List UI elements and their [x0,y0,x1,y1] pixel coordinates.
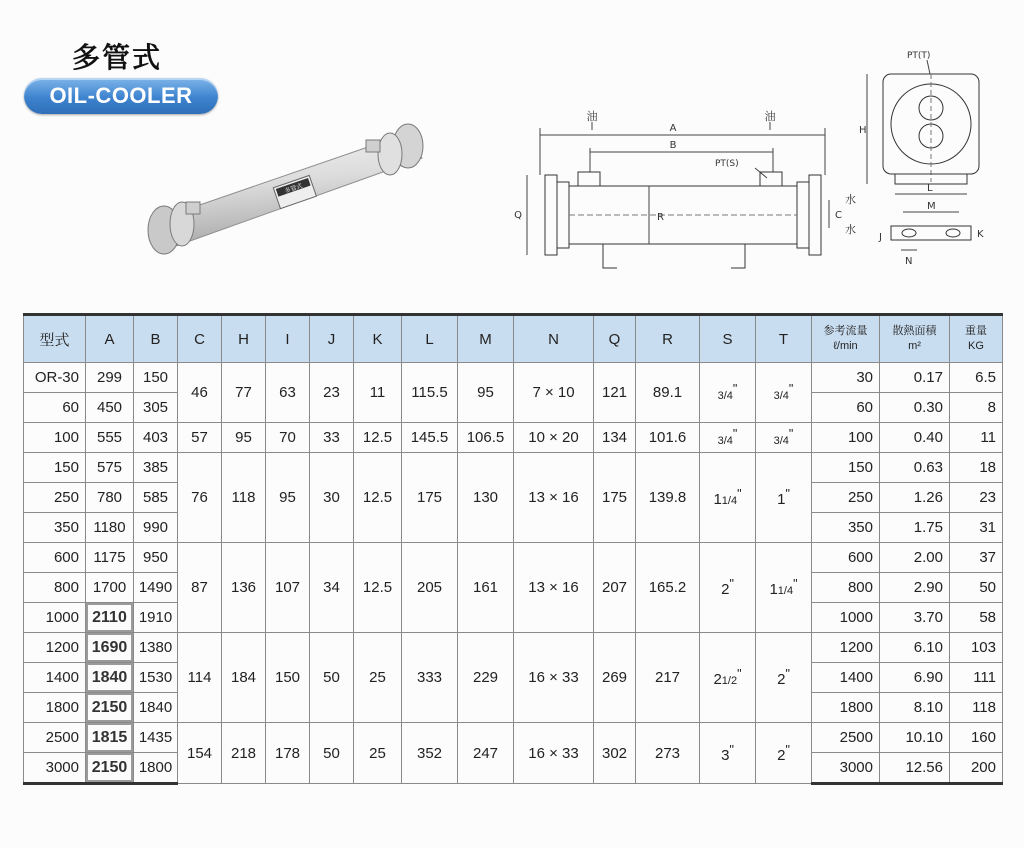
cell-k: 12.5 [354,453,402,543]
cell-area: 0.30 [880,393,950,423]
cell-t [756,423,812,453]
s-whole: 2 [721,581,730,598]
cell-model: 150 [24,453,86,483]
cell-n: 7 × 10 [514,363,594,423]
col-header-c: C [178,315,222,363]
cell-t [756,543,812,633]
s-fraction: 3/4 [717,390,733,402]
cell-b: 403 [134,423,178,453]
cell-j: 34 [310,543,354,633]
cell-j: 23 [310,363,354,423]
cell-s [700,363,756,423]
cell-l: 175 [402,453,458,543]
cell-m: 229 [458,633,514,723]
cell-n: 13 × 16 [514,543,594,633]
oil-port-left [578,172,600,186]
cell-b: 385 [134,453,178,483]
cell-model: 250 [24,483,86,513]
cell-h: 136 [222,543,266,633]
cell-b: 1435 [134,723,178,753]
col-header-area: 散熱面積 m² [880,315,950,363]
table-row [24,633,1003,663]
dim-b-label: B [669,140,677,151]
t-unit: " [785,487,790,501]
table-body [24,363,1003,784]
cell-b: 1530 [134,663,178,693]
cell-i: 95 [266,453,310,543]
s-unit: " [732,427,738,441]
cell-n: 13 × 16 [514,453,594,543]
dim-k-label: K [977,229,984,240]
cell-a: 575 [86,453,134,483]
cell-flow: 150 [812,453,880,483]
cell-b: 585 [134,483,178,513]
col-header-q: Q [594,315,636,363]
col-header-n: N [514,315,594,363]
cell-area: 0.17 [880,363,950,393]
col-header-flow: 参考流量 ℓ/min [812,315,880,363]
cell-flow: 2500 [812,723,880,753]
cell-b: 950 [134,543,178,573]
cell-m: 95 [458,363,514,423]
cell-area: 8.10 [880,693,950,723]
spec-table [23,313,1003,785]
cell-l: 145.5 [402,423,458,453]
side-view-drawing [505,100,870,275]
oil-cooler-photo [138,118,438,270]
cell-model: OR-30 [24,363,86,393]
cell-a: 1180 [86,513,134,543]
cell-m: 161 [458,543,514,633]
cell-weight: 103 [950,633,1003,663]
cell-flow: 250 [812,483,880,513]
cell-area: 6.10 [880,633,950,663]
cell-weight: 118 [950,693,1003,723]
cell-b: 1490 [134,573,178,603]
dim-a-label: A [669,123,677,134]
t-whole: 1 [777,491,786,508]
right-flange-ring [378,133,402,175]
support-right [731,244,745,268]
cell-model: 1800 [24,693,86,723]
oil-port [366,140,380,152]
cell-area: 2.90 [880,573,950,603]
pt-s-label: PT(S) [715,159,739,169]
t-unit: " [788,382,794,396]
pt-t-label: PT(T) [907,51,931,61]
t-whole: 2 [777,746,786,764]
cell-flow: 3000 [812,753,880,784]
cell-h: 77 [222,363,266,423]
cell-s [700,453,756,543]
table-header-row [24,315,1003,363]
water-outlet-label: 水 [845,193,856,206]
col-header-r: R [636,315,700,363]
s-fraction: 1/4 [721,495,738,507]
t-fraction: 3/4 [773,390,789,402]
cell-weight: 23 [950,483,1003,513]
cell-m: 106.5 [458,423,514,453]
dim-j-label: J [879,232,882,243]
cell-n: 10 × 20 [514,423,594,453]
cell-r: 165.2 [636,543,700,633]
cell-b: 1800 [134,753,178,784]
col-header-j: J [310,315,354,363]
cell-model: 2500 [24,723,86,753]
cell-k: 11 [354,363,402,423]
cell-q: 121 [594,363,636,423]
end-flange-right [809,175,821,255]
cell-r: 217 [636,633,700,723]
cell-model: 60 [24,393,86,423]
dim-h-label: H [859,125,867,136]
cell-t [756,633,812,723]
cell-b: 305 [134,393,178,423]
cell-i: 107 [266,543,310,633]
t-unit: " [788,427,794,441]
cell-model: 1000 [24,603,86,633]
cell-a: 555 [86,423,134,453]
support-left [603,244,617,268]
cell-c: 114 [178,633,222,723]
cell-c: 46 [178,363,222,423]
s-unit: " [729,577,734,591]
cell-k: 12.5 [354,423,402,453]
s-unit: " [737,667,742,681]
oil-outlet-label: 油 [764,110,776,123]
end-cap-right [797,182,809,248]
cell-a: 1840 [86,663,134,693]
cell-flow: 1000 [812,603,880,633]
cell-a: 1690 [86,633,134,663]
cell-k: 25 [354,633,402,723]
cell-weight: 31 [950,513,1003,543]
t-unit: " [793,577,798,591]
cell-a: 450 [86,393,134,423]
col-header-model: 型式 [24,315,86,363]
cell-flow: 350 [812,513,880,543]
cell-m: 247 [458,723,514,784]
end-view-drawing [855,44,1005,274]
cell-t [756,453,812,543]
cell-b: 990 [134,513,178,543]
cell-s [700,423,756,453]
cell-a: 1175 [86,543,134,573]
cell-flow: 600 [812,543,880,573]
cell-k: 25 [354,723,402,784]
cell-s [700,723,756,784]
product-badge: OIL-COOLER [24,78,218,114]
s-unit: " [729,742,734,757]
t-unit: " [785,742,790,757]
s-fraction: 1/2 [721,675,738,687]
cell-weight: 58 [950,603,1003,633]
cell-area: 0.63 [880,453,950,483]
cell-flow: 30 [812,363,880,393]
cell-b: 1380 [134,633,178,663]
cell-i: 70 [266,423,310,453]
cell-k: 12.5 [354,543,402,633]
dim-c-label: C [835,210,842,221]
table-row [24,363,1003,393]
col-header-weight: 重量 KG [950,315,1003,363]
table-row [24,723,1003,753]
cell-q: 207 [594,543,636,633]
cell-l: 205 [402,543,458,633]
cell-flow: 800 [812,573,880,603]
cell-area: 1.26 [880,483,950,513]
table-row [24,543,1003,573]
cell-weight: 160 [950,723,1003,753]
t-fraction: 3/4 [773,435,789,447]
cell-weight: 111 [950,663,1003,693]
oil-port [186,202,200,214]
t-unit: " [785,667,790,681]
cell-flow: 1800 [812,693,880,723]
cell-l: 115.5 [402,363,458,423]
col-header-h: H [222,315,266,363]
col-header-t: T [756,315,812,363]
cell-area: 3.70 [880,603,950,633]
s-fraction: 3/4 [717,435,733,447]
s-unit: " [737,487,742,501]
cell-b: 1910 [134,603,178,633]
cell-model: 350 [24,513,86,543]
col-header-l: L [402,315,458,363]
cell-c: 76 [178,453,222,543]
cell-area: 2.00 [880,543,950,573]
cell-j: 30 [310,453,354,543]
cell-area: 10.10 [880,723,950,753]
t-fraction: 1/4 [777,585,794,597]
cell-s [700,633,756,723]
cell-area: 6.90 [880,663,950,693]
end-cap-left [557,182,569,248]
cell-model: 1400 [24,663,86,693]
col-header-b: B [134,315,178,363]
cell-weight: 50 [950,573,1003,603]
cell-r: 139.8 [636,453,700,543]
dim-l-label: L [927,183,933,194]
t-whole: 2 [777,671,786,688]
cell-weight: 11 [950,423,1003,453]
cell-flow: 100 [812,423,880,453]
cell-a: 2110 [86,603,134,633]
cell-n: 16 × 33 [514,633,594,723]
cell-i: 178 [266,723,310,784]
cell-area: 1.75 [880,513,950,543]
dim-r-label: R [657,212,664,223]
cell-flow: 60 [812,393,880,423]
cell-r: 89.1 [636,363,700,423]
s-unit: " [732,382,738,396]
cell-a: 2150 [86,753,134,784]
foot-detail [891,226,971,240]
cell-model: 800 [24,573,86,603]
cell-flow: 1200 [812,633,880,663]
cell-h: 95 [222,423,266,453]
cell-a: 299 [86,363,134,393]
cell-r: 273 [636,723,700,784]
cell-a: 780 [86,483,134,513]
cell-area: 12.56 [880,753,950,784]
oil-inlet-label: 油 [586,110,598,123]
cell-weight: 200 [950,753,1003,784]
tube-bottom [919,124,943,148]
water-inlet-label: 水 [845,223,856,236]
svg-text:多管式: 多管式 [284,182,304,195]
s-whole: 3 [721,746,730,764]
dim-n-label: N [905,256,913,267]
cell-j: 50 [310,723,354,784]
cell-model: 600 [24,543,86,573]
cell-a: 2150 [86,693,134,723]
col-header-i: I [266,315,310,363]
col-header-a: A [86,315,134,363]
cell-weight: 18 [950,453,1003,483]
cell-l: 352 [402,723,458,784]
cell-q: 302 [594,723,636,784]
cell-l: 333 [402,633,458,723]
col-header-s: S [700,315,756,363]
cell-h: 118 [222,453,266,543]
cell-j: 33 [310,423,354,453]
cell-a: 1700 [86,573,134,603]
cell-weight: 8 [950,393,1003,423]
cell-area: 0.40 [880,423,950,453]
oil-port-right [760,172,782,186]
cell-flow: 1400 [812,663,880,693]
cell-a: 1815 [86,723,134,753]
cell-h: 218 [222,723,266,784]
cell-i: 150 [266,633,310,723]
cell-r: 101.6 [636,423,700,453]
cell-q: 269 [594,633,636,723]
cell-h: 184 [222,633,266,723]
cell-weight: 37 [950,543,1003,573]
cell-n: 16 × 33 [514,723,594,784]
table-row [24,453,1003,483]
cell-c: 57 [178,423,222,453]
t-whole: 1 [769,581,778,598]
col-header-m: M [458,315,514,363]
s-whole: 1 [713,491,722,508]
page-title: 多管式 [72,41,163,74]
cell-q: 134 [594,423,636,453]
cell-c: 154 [178,723,222,784]
cell-b: 1840 [134,693,178,723]
s-whole: 2 [713,671,722,688]
cell-model: 3000 [24,753,86,784]
dim-m-label: M [927,201,936,212]
cell-q: 175 [594,453,636,543]
col-header-k: K [354,315,402,363]
cell-i: 63 [266,363,310,423]
cell-t [756,363,812,423]
cell-t [756,723,812,784]
dim-q-label: Q [514,210,522,221]
cell-j: 50 [310,633,354,723]
cell-b: 150 [134,363,178,393]
end-flange-left [545,175,557,255]
cell-model: 100 [24,423,86,453]
cell-s [700,543,756,633]
cell-m: 130 [458,453,514,543]
cell-model: 1200 [24,633,86,663]
cell-weight: 6.5 [950,363,1003,393]
cell-c: 87 [178,543,222,633]
table-row [24,423,1003,453]
